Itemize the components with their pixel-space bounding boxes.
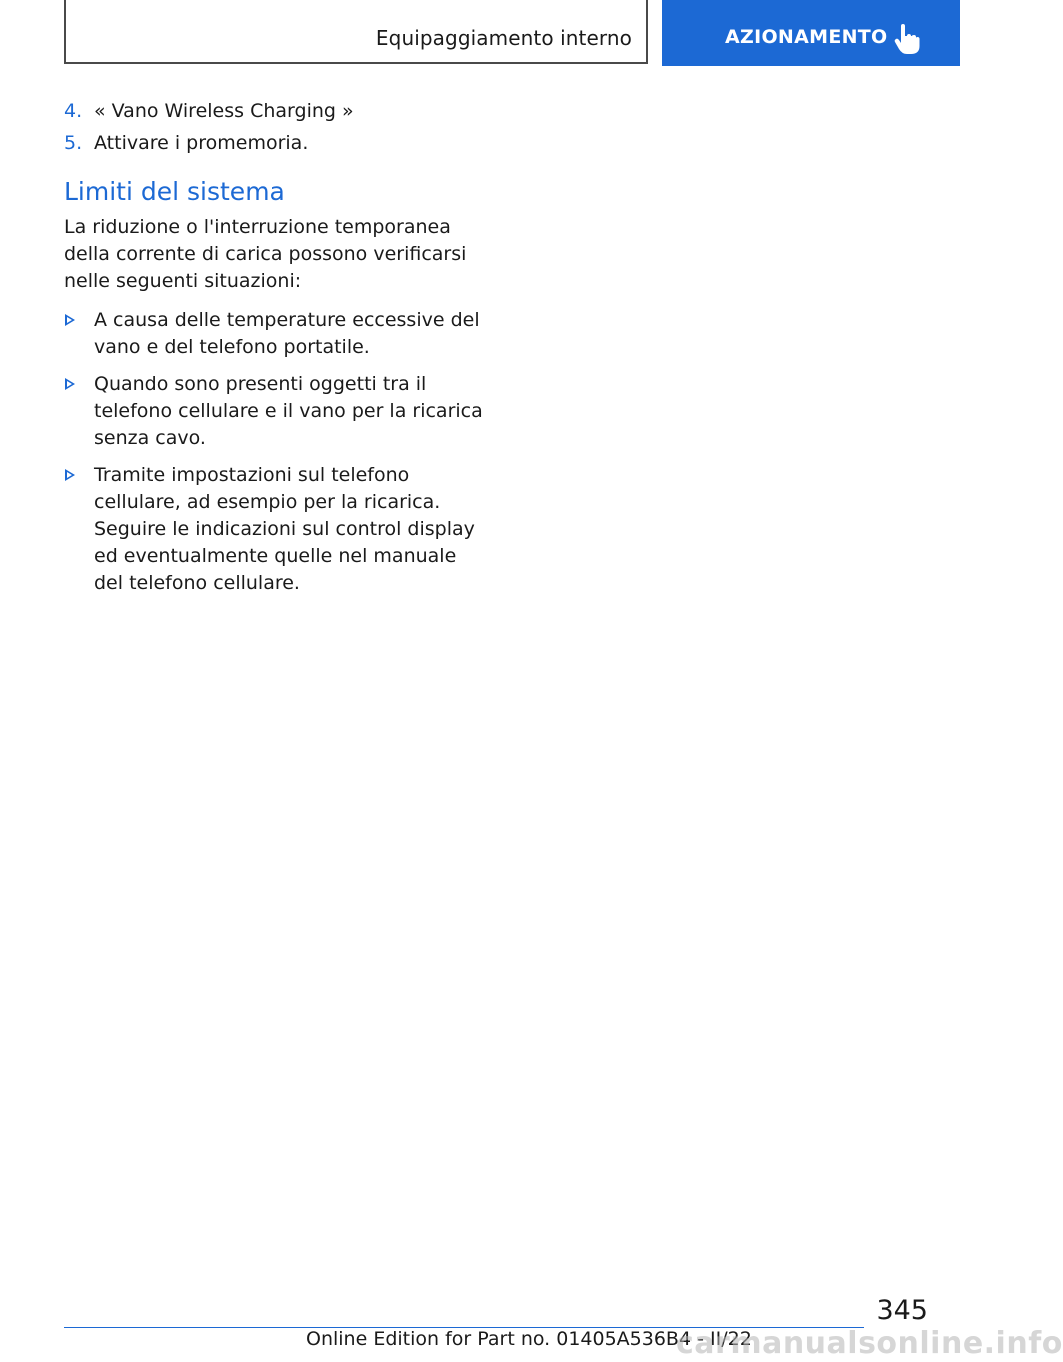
header-chapter-tab: [662, 0, 960, 66]
header-section-box: [64, 0, 648, 64]
triangle-bullet-icon: [65, 469, 75, 481]
bullet-text: Quando sono presenti oggetti tra il telefono cellulare e il vano per la ricarica senza cavo.: [94, 373, 483, 449]
footer-edition-text: Online Edition for Part no. 01405A536B4 - II/22: [306, 1328, 752, 1350]
step-number: 4.: [64, 100, 83, 122]
step-item: [64, 98, 484, 125]
bullet-item: [64, 371, 484, 452]
hand-pointer-icon: [894, 24, 920, 54]
step-text: « Vano Wireless Charging »: [94, 100, 354, 122]
bullet-item: [64, 462, 484, 597]
bullet-text: A causa delle temperature eccessive del vano e del telefono portatile.: [94, 309, 480, 358]
page-number: 345: [876, 1295, 928, 1326]
watermark: carmanualsonline.info: [676, 1326, 1063, 1361]
triangle-bullet-icon: [65, 378, 75, 390]
section-intro: La riduzione o l'interruzione temporanea della corrente di carica possono verificarsi nelle seguenti situazioni:: [64, 216, 467, 292]
header-chapter-title: AZIONAMENTO: [725, 26, 888, 48]
page-header: [0, 0, 960, 66]
step-text: Attivare i promemoria.: [94, 132, 309, 154]
header-section-title: Equipaggiamento interno: [375, 26, 632, 50]
bullet-item: [64, 307, 484, 361]
page-content: [64, 98, 484, 607]
step-number: 5.: [64, 132, 83, 154]
bullet-text: Tramite impostazioni sul telefono cellulare, ad esempio per la ricarica. Seguire le indicazioni sul control display ed eventualmente quelle nel manuale del telefono cellulare.: [94, 464, 475, 594]
triangle-bullet-icon: [65, 314, 75, 326]
section-title: Limiti del sistema: [64, 177, 285, 206]
step-item: [64, 130, 484, 157]
